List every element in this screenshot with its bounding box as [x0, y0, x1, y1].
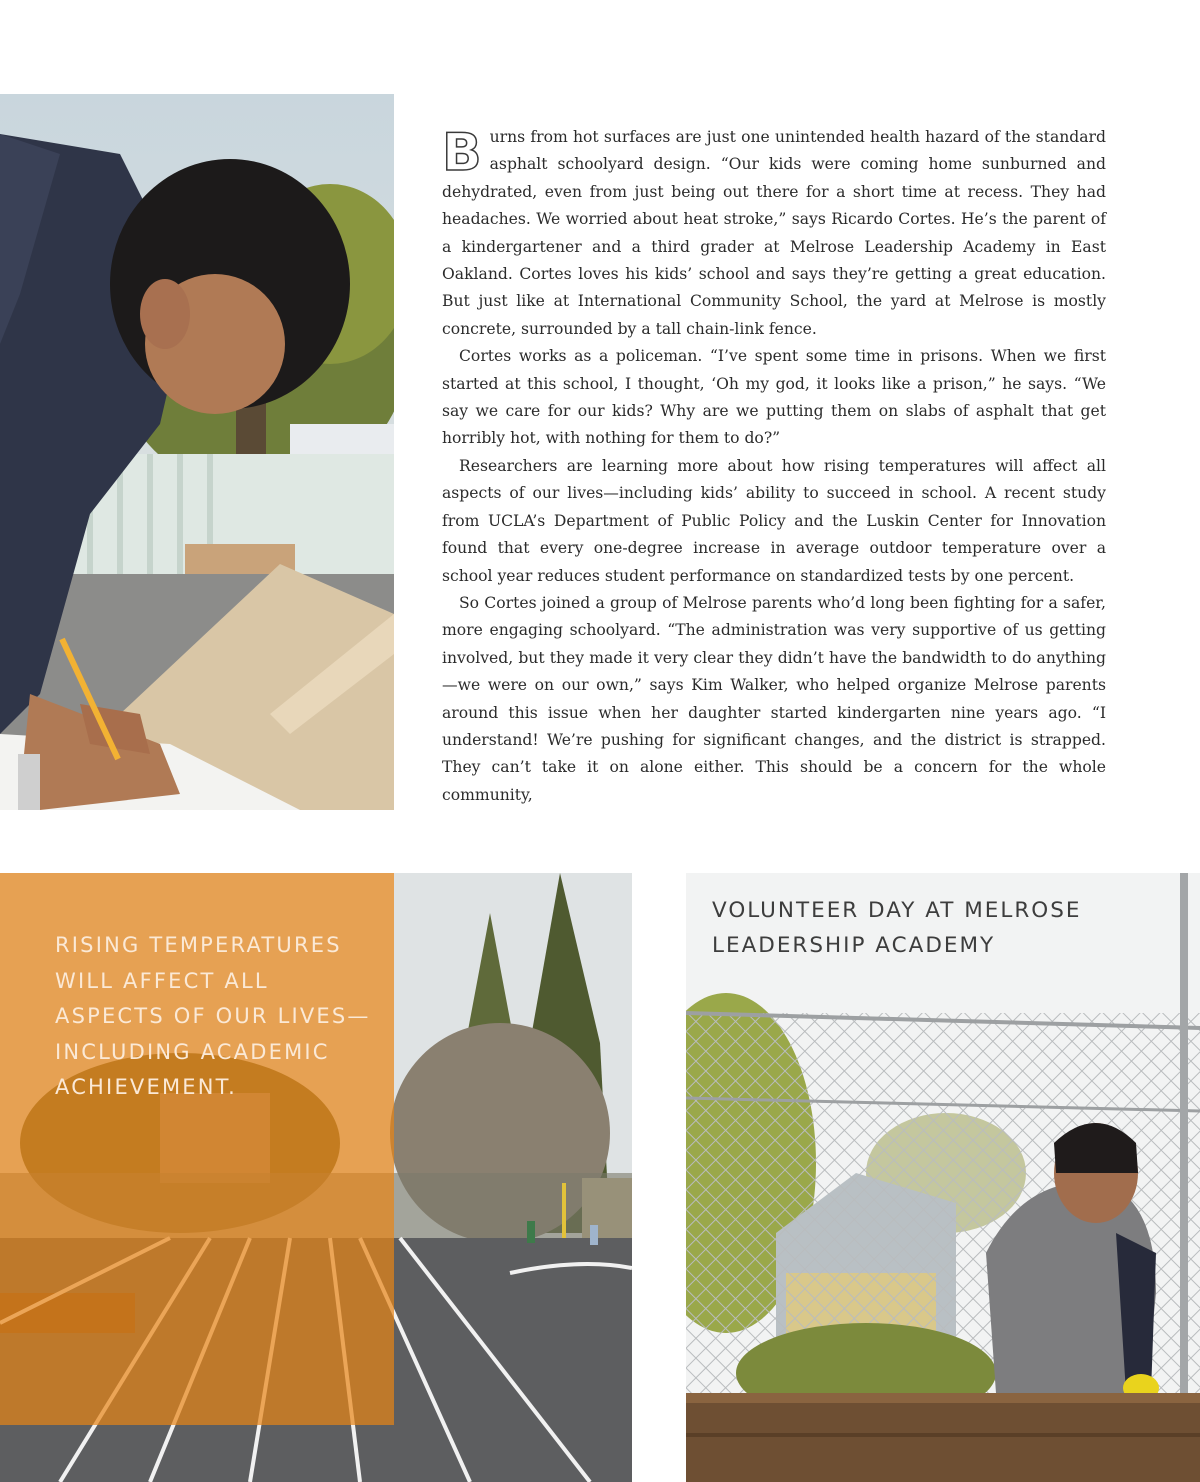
article-body: [442, 124, 1106, 809]
article-paragraph-2: Cortes works as a policeman. “I’ve spent some time in prisons. When we first started at this school, I thought, ‘Oh my god, it looks like a prison,” he says. “We say we care for our kids? Why are we putting them on slabs of asphalt that get horribly hot, with nothing for them to do?”: [442, 347, 1106, 448]
photo-volunteer-garden: [686, 873, 1200, 1482]
drop-cap: B: [442, 123, 482, 183]
photo-boy-writing: [0, 94, 394, 810]
article-paragraph-3: Researchers are learning more about how rising temperatures will affect all aspects of our lives—including kids’ ability to succeed in school. A recent study from UCLA’s Department of Public Policy and the Luskin Center for Innovation found that every one-degree increase in average outdoor temperature over a school year reduces student performance on standardized tests by one percent.: [442, 456, 1106, 585]
article-paragraph-4: So Cortes joined a group of Melrose parents who’d long been fighting for a safer, more engaging schoolyard. “The administration was very supportive of us getting involved, but they made it very clear they didn’t have the bandwidth to do anything—we were on our own,” says Kim Walker, who helped organize Melrose parents around this issue when her daughter started kindergarten nine years ago. “I understand! We’re pushing for significant changes, and the district is strapped. They can’t take it on alone either. This should be a concern for the whole community,: [442, 593, 1106, 804]
article-paragraph-1: [442, 124, 1106, 343]
pull-quote: RISING TEMPERATURES WILL AFFECT ALL ASPECTS OF OUR LIVES—INCLUDING ACADEMIC ACHIEVEMENT.: [55, 933, 371, 1099]
photo-caption: VOLUNTEER DAY AT MELROSE LEADERSHIP ACADEMY: [712, 898, 1082, 958]
article-paragraph-1-text: urns from hot surfaces are just one unintended health hazard of the standard asphalt schoolyard design. “Our kids were coming home sunburned and dehydrated, even from just being out there for a short time at recess. They had headaches. We worried about heat stroke,” says Ricardo Cortes. He’s the parent of a kindergartener and a third grader at Melrose Leadership Academy in East Oakland. Cortes loves his kids’ school and says they’re getting a great education. But just like at International Community School, the yard at Melrose is mostly concrete, surrounded by a tall chain-link fence.: [442, 128, 1106, 338]
